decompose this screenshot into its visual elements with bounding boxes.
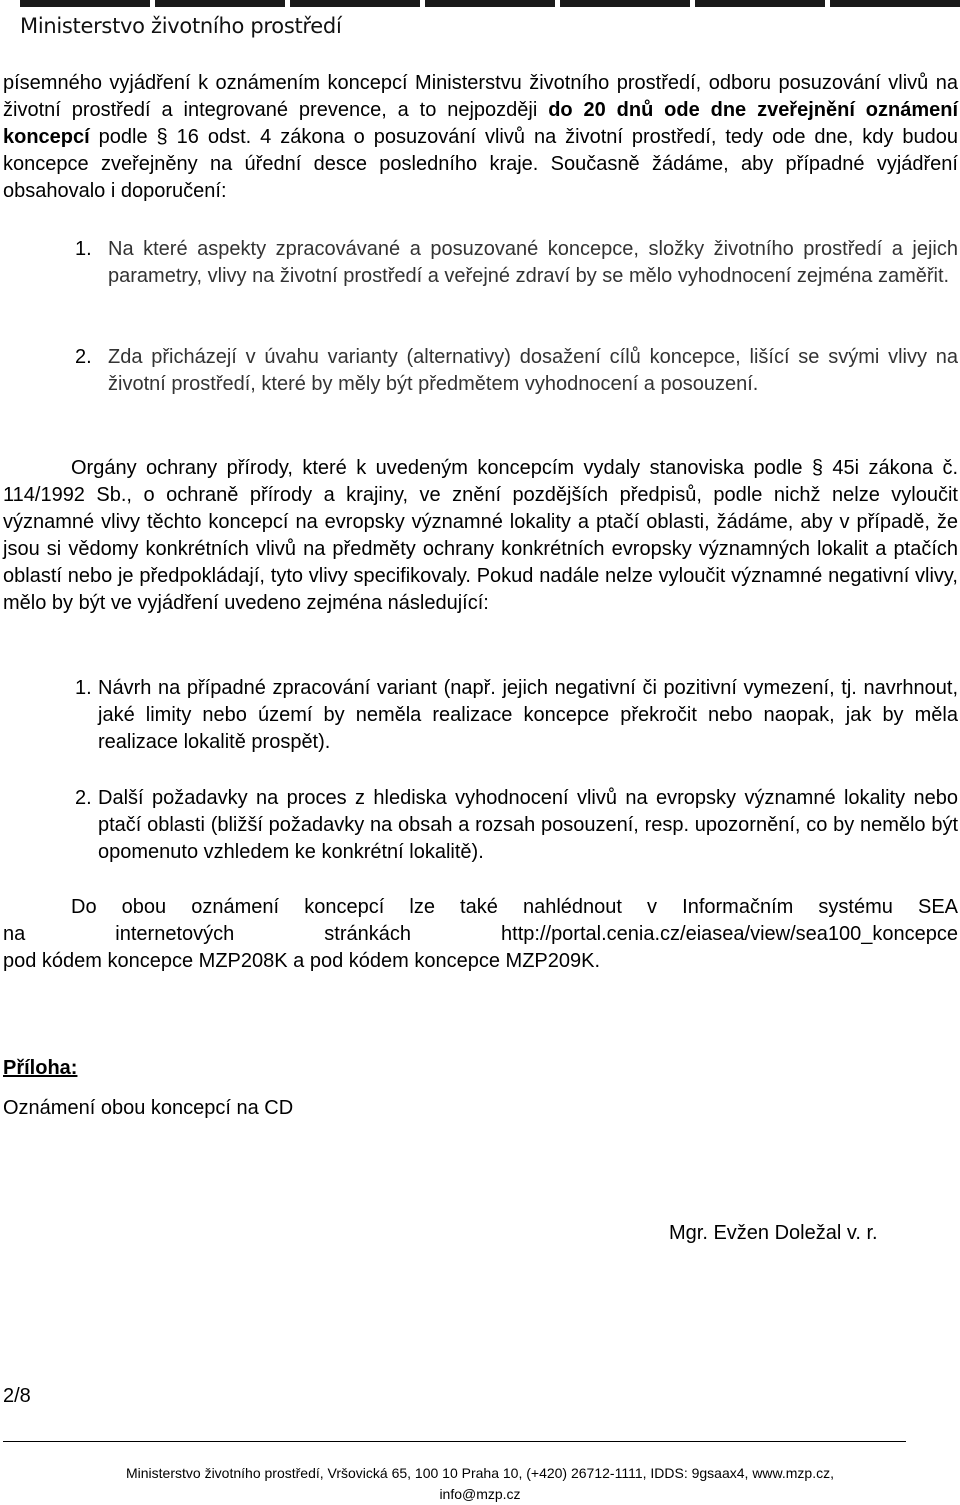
sea-paragraph-line2: na internetových stránkách http://portal.cenia.cz/eiasea/view/sea100_koncepce — [3, 923, 958, 945]
sea-paragraph-line1: Do obou oznámení koncepcí lze také nahlédnout v Informačním systému SEA — [71, 896, 958, 918]
list1-item2-number: 2. — [75, 346, 92, 368]
nature-protection-paragraph: Orgány ochrany přírody, které k uvedeným koncepcím vydaly stanoviska podle § 45i zákona č. 114/1992 Sb., o ochraně přírody a krajiny, ve znění pozdějších předpisů, podle nichž nelze vyloučit významné vlivy těchto koncepcí na evropsky významné lokality a ptačí oblasti, žádáme, aby v případě, že jsou si vědomy konkrétních vlivů na předměty ochrany konkrétních evropsky významných lokalit a ptačích oblastí nebo je předpokládají, tyto vlivy specifikovaly. Pokud nadále nelze vyloučit významné negativní vlivy, mělo by být ve vyjádření uvedeno zejména následující: — [3, 457, 958, 614]
list2-item1-number: 1. — [75, 677, 92, 699]
footer — [0, 1463, 960, 1505]
page-number: 2/8 — [3, 1385, 31, 1407]
deadline-bold: do 20 dnů ode dne zveřejnění oznámení koncepcí — [3, 99, 959, 148]
footer-email: info@mzp.cz — [439, 1486, 521, 1502]
intro-paragraph: písemného vyjádření k oznámením koncepcí Ministerstvu životního prostředí, odboru posuzování vlivů na životní prostředí a integrované prevence, a to nejpozději do 20 dnů ode dne zveřejnění oznámení koncepcí podle § 16 odst. 4 zákona o posuzování vlivů na životní prostředí, tedy ode dne, kdy budou koncepce zveřejněny na úřední desce posledního kraje. Současně žádáme, aby případné vyjádření obsahovalo i doporučení: — [3, 72, 959, 202]
attachment-text: Oznámení obou koncepcí na CD — [3, 1097, 294, 1119]
list2-item2-text: Další požadavky na proces z hlediska vyhodnocení vlivů na evropsky významné lokality nebo ptačí oblasti (bližší požadavky na obsah a rozsah posouzení, resp. upozornění, co by nemělo být opomenuto vzhledem ke konkrétní lokalitě). — [98, 787, 958, 863]
list2-item2-number: 2. — [75, 787, 92, 809]
header-decoration-bars — [0, 0, 960, 7]
ministry-logo-text: Ministerstvo životního prostředí — [20, 14, 342, 38]
signature: Mgr. Evžen Doležal v. r. — [669, 1222, 878, 1244]
sea-paragraph-line3: pod kódem koncepce MZP208K a pod kódem koncepce MZP209K. — [3, 950, 601, 972]
attachment-heading: Příloha: — [3, 1057, 78, 1079]
footer-divider — [3, 1441, 906, 1442]
list2-item1-text: Návrh na případné zpracování variant (např. jejich negativní či pozitivní vymezení, tj. navrhnout, jaké limity nebo území by neměla realizace koncepce překročit nebo naopak, jak by měla realizace lokalitě prospět). — [98, 677, 958, 753]
footer-address: Ministerstvo životního prostředí, Vršovická 65, 100 10 Praha 10, (+420) 26712-1111, IDDS: 9gsaax4, www.mzp.cz, — [126, 1465, 834, 1481]
list1-item2-text: Zda přicházejí v úvahu varianty (alternativy) dosažení cílů koncepce, lišící se svými vlivy na životní prostředí, které by měly být předmětem vyhodnocení a posouzení. — [108, 346, 958, 395]
list1-item1-number: 1. — [75, 238, 92, 260]
list1-item1-text: Na které aspekty zpracovávané a posuzované koncepce, složky životního prostředí a jejich parametry, vlivy na životní prostředí a veřejné zdraví by se mělo vyhodnocení zejména zaměřit. — [108, 238, 958, 287]
